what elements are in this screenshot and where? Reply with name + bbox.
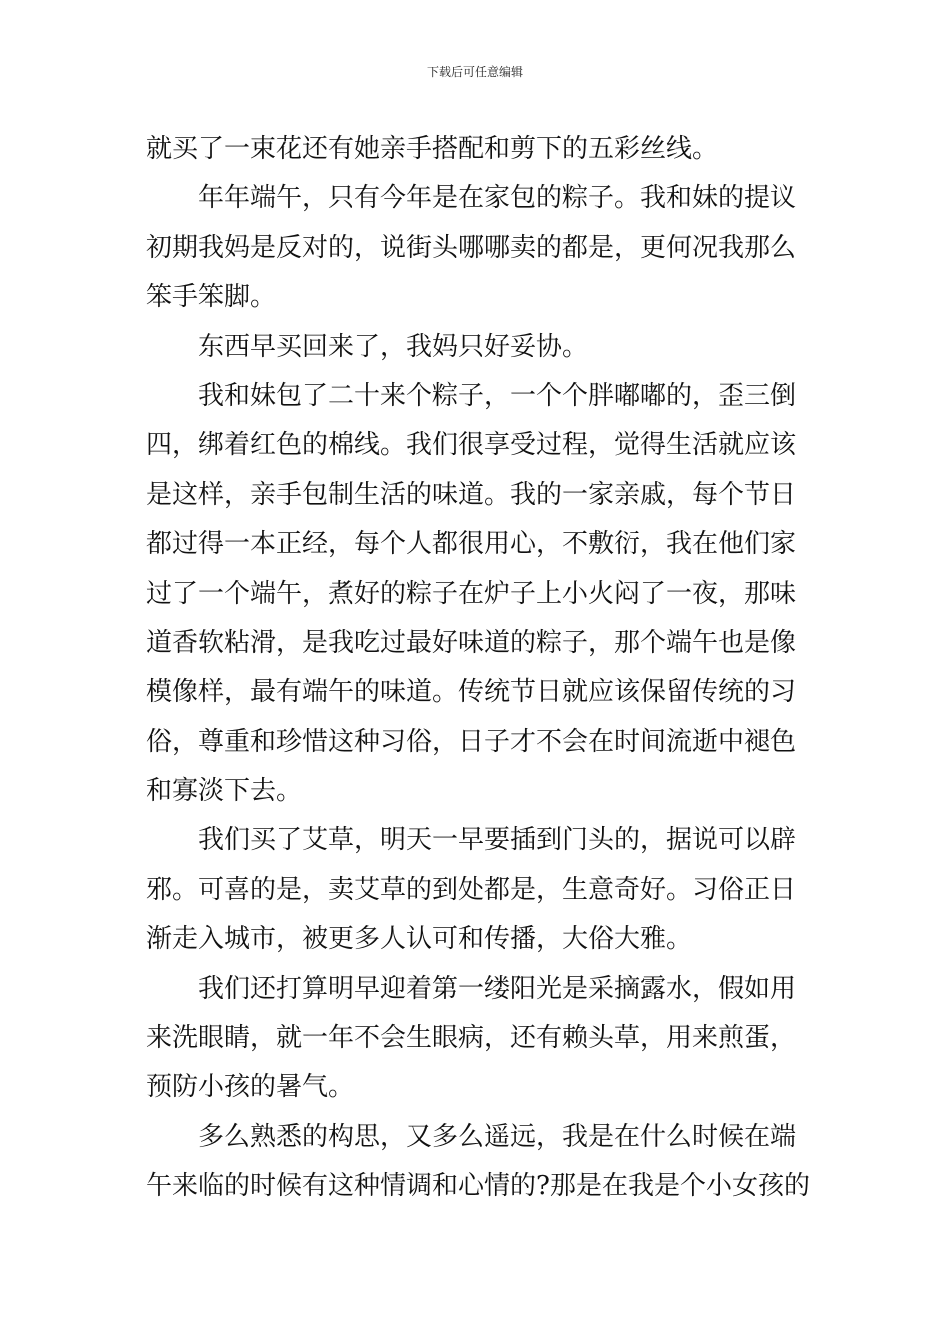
text-line: 是这样，亲手包制生活的味道。我的一家亲戚，每个节日 bbox=[146, 479, 797, 510]
text-line: 四，绑着红色的棉线。我们很享受过程，觉得生活就应该 bbox=[146, 430, 797, 461]
text-line: 来洗眼睛，就一年不会生眼病，还有赖头草，用来煎蛋， bbox=[146, 1023, 797, 1054]
text-line: 多么熟悉的构思，又多么遥远，我是在什么时候在端 bbox=[198, 1121, 797, 1152]
text-line: 东西早买回来了，我妈只好妥协。 bbox=[198, 331, 589, 362]
text-line: 渐走入城市，被更多人认可和传播，大俗大雅。 bbox=[146, 924, 693, 955]
text-line: 过了一个端午，煮好的粽子在炉子上小火闷了一夜，那味 bbox=[146, 578, 797, 609]
text-line: 俗，尊重和珍惜这种习俗，日子才不会在时间流逝中褪色 bbox=[146, 726, 797, 757]
page-header: 下载后可任意编辑 bbox=[426, 65, 523, 79]
document-body bbox=[146, 125, 810, 1212]
text-line: 我们买了艾草，明天一早要插到门头的，据说可以辟 bbox=[198, 825, 797, 856]
text-line: 预防小孩的暑气。 bbox=[146, 1072, 355, 1103]
text-line: 年年端午，只有今年是在家包的粽子。我和妹的提议 bbox=[198, 183, 797, 214]
text-line: 就买了一束花还有她亲手搭配和剪下的五彩丝线。 bbox=[146, 134, 719, 164]
text-line: 邪。可喜的是，卖艾草的到处都是，生意奇好。习俗正日 bbox=[146, 874, 797, 905]
text-line: 和寡淡下去。 bbox=[146, 776, 303, 807]
text-line: 午来临的时候有这种情调和心情的?那是在我是个小女孩的 bbox=[146, 1171, 810, 1202]
text-line: 我们还打算明早迎着第一缕阳光是采摘露水，假如用 bbox=[198, 973, 797, 1004]
text-line: 初期我妈是反对的，说街头哪哪卖的都是，更何况我那么 bbox=[146, 232, 797, 263]
text-line: 我和妹包了二十来个粽子，一个个胖嘟嘟的，歪三倒 bbox=[198, 380, 797, 411]
text-line: 模像样，最有端午的味道。传统节日就应该保留传统的习 bbox=[146, 677, 797, 708]
text-line: 道香软粘滑，是我吃过最好味道的粽子，那个端午也是像 bbox=[146, 627, 797, 658]
text-line: 都过得一本正经，每个人都很用心，不敷衍，我在他们家 bbox=[146, 529, 797, 560]
text-line: 笨手笨脚。 bbox=[146, 282, 277, 313]
